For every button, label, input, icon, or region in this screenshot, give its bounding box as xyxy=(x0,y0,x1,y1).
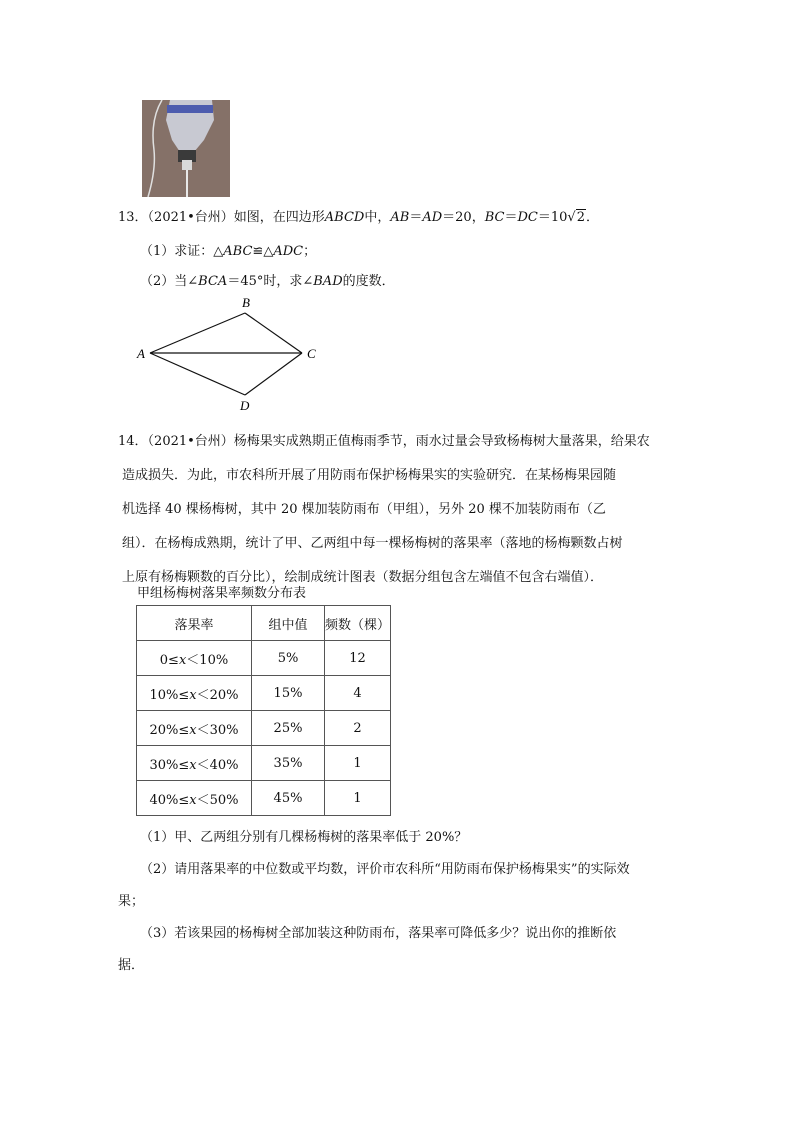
table-cell-range xyxy=(137,641,252,676)
table-row xyxy=(137,746,391,781)
table-cell-count: 2 xyxy=(325,711,391,746)
frequency-table xyxy=(136,605,391,816)
q13-prefix: 13．（2021•台州）如图，在四边形 xyxy=(118,210,325,225)
table-caption: 甲组杨梅树落果率频数分布表 xyxy=(137,586,307,601)
q13-value-20: ＝20， xyxy=(442,210,485,225)
table-cell-mid: 45% xyxy=(252,781,325,816)
range-var: x xyxy=(189,687,197,703)
q13-value-10: ＝10 xyxy=(537,210,568,225)
table-cell-count: 4 xyxy=(325,676,391,711)
table-cell-range xyxy=(137,746,252,781)
q13-quad-name: ABCD xyxy=(324,210,365,225)
q13-end: ． xyxy=(585,210,599,225)
table-cell-count: 12 xyxy=(325,641,391,676)
q14-line: 造成损失．为此，市农科所开展了用防雨布保护杨梅果实的实验研究．在某杨梅果园随 xyxy=(122,468,617,483)
sqrt-radicand: 2 xyxy=(576,210,585,225)
q13-part2-mid: ＝45°时，求∠ xyxy=(227,274,314,289)
table-cell-range xyxy=(137,781,252,816)
q14-part3: （3）若该果园的杨梅树全部加装这种防雨布，落果率可降低多少？说出你的推断依 xyxy=(140,926,617,941)
q14-part1: （1）甲、乙两组分别有几棵杨梅树的落果率低于 20%？ xyxy=(140,830,468,845)
q13-part1-end: ； xyxy=(303,244,317,259)
q13-congruent: ≌△ xyxy=(252,244,274,259)
segment-bc xyxy=(245,313,302,353)
q13-part1-prefix: （1）求证：△ xyxy=(140,244,224,259)
table-cell-mid: 15% xyxy=(252,676,325,711)
range-var: x xyxy=(189,757,197,773)
bottle-photo xyxy=(142,100,230,197)
range-upper: ＜10% xyxy=(186,652,229,668)
table-row xyxy=(137,781,391,816)
q13-part2-prefix: （2）当∠ xyxy=(140,274,199,289)
table-cell-mid: 5% xyxy=(252,641,325,676)
q14-statement xyxy=(118,425,650,595)
range-upper: ＜30% xyxy=(196,722,239,738)
q13-part2-end: 的度数． xyxy=(342,274,395,289)
q13-angle-bad: BAD xyxy=(313,274,343,289)
q13-seg-ad: AD xyxy=(422,210,443,225)
vertex-label-c: C xyxy=(307,346,316,361)
q14-line: 组）．在杨梅成熟期，统计了甲、乙两组中每一棵杨梅树的落果率（落地的杨梅颗数占树 xyxy=(122,536,623,551)
sqrt-symbol: √2 xyxy=(567,210,585,225)
table-row xyxy=(137,641,391,676)
range-lower: 30%≤ xyxy=(149,757,190,773)
table-cell-count: 1 xyxy=(325,746,391,781)
q14-line: 机选择 40 棵杨梅树，其中 20 棵加装防雨布（甲组），另外 20 棵不加装防雨布（乙 xyxy=(122,502,606,517)
range-upper: ＜50% xyxy=(196,792,239,808)
table-cell-mid: 35% xyxy=(252,746,325,781)
table-cell-range xyxy=(137,711,252,746)
q14-line: 上原有杨梅颗数的百分比），绘制成统计图表（数据分组包含左端值不包含右端值）． xyxy=(122,570,604,585)
range-lower: 10%≤ xyxy=(149,687,190,703)
range-var: x xyxy=(178,652,187,668)
q13-text: 中， xyxy=(364,210,391,225)
range-upper: ＜20% xyxy=(196,687,239,703)
q13-seg-ab: AB xyxy=(390,210,410,225)
q14-part2: （2）请用落果率的中位数或平均数，评价市农科所“用防雨布保护杨梅果实”的实际效 xyxy=(140,862,630,877)
q13-seg-bc: BC xyxy=(484,210,505,225)
table-row xyxy=(137,676,391,711)
quadrilateral-figure xyxy=(130,293,330,418)
table-cell-range xyxy=(137,676,252,711)
q13-eq-sign: ＝ xyxy=(409,210,423,225)
range-var: x xyxy=(189,722,197,738)
segment-da xyxy=(150,353,245,395)
q13-part1 xyxy=(140,240,316,259)
q13-eq-sign-2: ＝ xyxy=(504,210,518,225)
vertex-label-a: A xyxy=(137,346,145,361)
table-header-row xyxy=(137,606,391,641)
table-header: 频数（棵） xyxy=(325,606,391,641)
vertex-label-d: D xyxy=(240,398,250,413)
q13-statement xyxy=(118,206,599,225)
table-header: 组中值 xyxy=(252,606,325,641)
q13-seg-dc: DC xyxy=(517,210,538,225)
range-upper: ＜40% xyxy=(196,757,239,773)
segment-ab xyxy=(150,313,245,353)
q13-triangle-abc: ABC xyxy=(223,244,253,259)
table-header: 落果率 xyxy=(137,606,252,641)
range-lower: 40%≤ xyxy=(149,792,190,808)
q13-part2 xyxy=(140,270,395,289)
q13-triangle-adc: ADC xyxy=(273,244,304,259)
bottle-image xyxy=(142,100,230,197)
range-lower: 20%≤ xyxy=(149,722,190,738)
table-row xyxy=(137,711,391,746)
table-cell-count: 1 xyxy=(325,781,391,816)
table-cell-mid: 25% xyxy=(252,711,325,746)
q13-angle-bca: BCA xyxy=(198,274,228,289)
vertex-label-b: B xyxy=(242,295,250,310)
range-lower: 0≤ xyxy=(159,652,179,668)
segment-cd xyxy=(245,353,302,395)
q14-part2-cont: 果； xyxy=(118,894,145,909)
q14-part3-cont: 据． xyxy=(118,958,145,973)
q14-parts xyxy=(118,822,630,982)
range-var: x xyxy=(189,792,197,808)
q14-line: 14．（2021•台州）杨梅果实成熟期正值梅雨季节，雨水过量会导致杨梅树大量落果，给果农 xyxy=(118,434,650,449)
